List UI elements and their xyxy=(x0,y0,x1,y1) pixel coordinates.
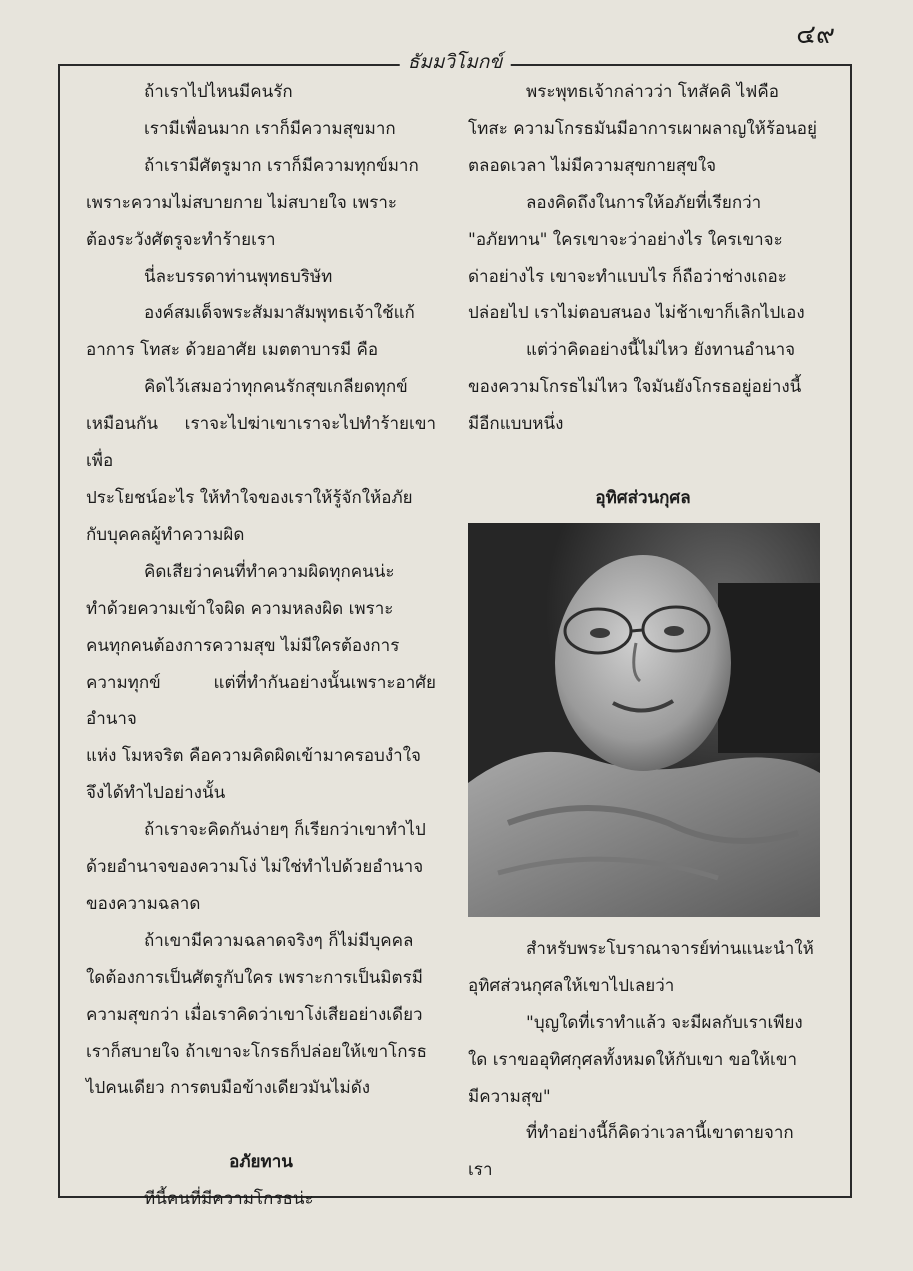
text-line: คิดไว้เสมอว่าทุกคนรักสุขเกลียดทุกข์ xyxy=(144,377,408,398)
text-line: ต้องระวังศัตรูจะทำร้ายเรา xyxy=(86,229,276,250)
left-column xyxy=(86,74,436,1218)
text-line: องค์สมเด็จพระสัมมาสัมพุทธเจ้าใช้แก้ xyxy=(144,303,415,324)
text-line: ตลอดเวลา ไม่มีความสุขกายสุขใจ xyxy=(468,155,717,176)
text-line: ที่ทำอย่างนี้ก็คิดว่าเวลานี้เขาตายจากเรา xyxy=(468,1123,794,1181)
text-line: ลองคิดถึงในการให้อภัยที่เรียกว่า xyxy=(526,192,762,213)
text-line: สำหรับพระโบราณาจารย์ท่านแนะนำให้ xyxy=(526,938,814,959)
text-line: "อภัยทาน" ใครเขาจะว่าอย่างไร ใครเขาจะ xyxy=(468,229,783,250)
text-line: "บุญใดที่เราทำแล้ว จะมีผลกับเราเพียง xyxy=(526,1012,803,1033)
section-heading: อุทิศส่วนกุศล xyxy=(595,487,691,508)
text-line: คิดเสียว่าคนที่ทำความผิดทุกคนน่ะ xyxy=(144,561,395,582)
text-line: ปล่อยไป เราไม่ตอบสนอง ไม่ช้าเขาก็เลิกไปเอง xyxy=(468,303,805,324)
text-line: อุทิศส่วนกุศลให้เขาไปเลยว่า xyxy=(468,975,675,996)
text-line: ใดต้องการเป็นศัตรูกับใคร เพราะการเป็นมิตรมี xyxy=(86,967,423,988)
text-line: เหมือนกัน เราจะไปฆ่าเขาเราจะไปทำร้ายเขาเพื่อ xyxy=(86,414,436,472)
page-frame xyxy=(58,51,852,1210)
text-line: อาการ โทสะ ด้วยอาศัย เมตตาบารมี คือ xyxy=(86,340,379,361)
text-line: ประโยชน์อะไร ให้ทำใจของเราให้รู้จักให้อภัย xyxy=(86,487,413,508)
text-line: เรามีเพื่อนมาก เราก็มีความสุขมาก xyxy=(144,118,396,139)
text-line: ถ้าเขามีความฉลาดจริงๆ ก็ไม่มีบุคคล xyxy=(144,930,414,951)
text-line: ด้วยอำนาจของความโง่ ไม่ใช่ทำไปด้วยอำนาจ xyxy=(86,857,424,878)
text-line: ด่าอย่างไร เขาจะทำแบบไร ก็ถือว่าช่างเถอะ xyxy=(468,266,787,287)
text-line: คนทุกคนต้องการความสุข ไม่มีใครต้องการ xyxy=(86,635,400,656)
text-line: ของความฉลาด xyxy=(86,893,201,914)
running-header: ธัมมวิโมกข์ xyxy=(400,47,511,77)
text-line: ความทุกข์ แต่ที่ทำกันอย่างนั้นเพราะอาศัยอำนาจ xyxy=(86,672,436,730)
text-line: กับบุคคลผู้ทำความผิด xyxy=(86,524,245,545)
text-line: ถ้าเรามีศัตรูมาก เราก็มีความทุกข์มาก xyxy=(144,155,419,176)
blank-line xyxy=(86,1107,436,1144)
monk-portrait-photo xyxy=(468,523,820,917)
page-number: ๔๙ xyxy=(796,20,835,50)
text-line: เพราะความไม่สบายกาย ไม่สบายใจ เพราะ xyxy=(86,192,398,213)
text-line: มีอีกแบบหนึ่ง xyxy=(468,414,564,435)
text-line: มีความสุข" xyxy=(468,1086,551,1107)
text-line: ความสุขกว่า เมื่อเราคิดว่าเขาโง่เสียอย่างเดียว xyxy=(86,1004,423,1025)
text-line: จึงได้ทำไปอย่างนั้น xyxy=(86,783,226,804)
text-line: ใด เราขออุทิศกุศลทั้งหมดให้กับเขา ขอให้เขา xyxy=(468,1049,798,1070)
text-line: เราก็สบายใจ ถ้าเขาจะโกรธก็ปล่อยให้เขาโกรธ xyxy=(86,1041,428,1062)
text-line: นี่ละบรรดาท่านพุทธบริษัท xyxy=(144,266,333,287)
text-line: ถ้าเราจะคิดกันง่ายๆ ก็เรียกว่าเขาทำไป xyxy=(144,820,426,841)
text-line: พระพุทธเจ้ากล่าวว่า โทสัคคิ ไฟคือ xyxy=(526,82,779,102)
text-line: ของความโกรธไม่ไหว ใจมันยังโกรธอยู่อย่างนี้ xyxy=(468,377,802,398)
text-line: ถ้าเราไปไหนมีคนรัก xyxy=(144,82,293,102)
text-line: โทสะ ความโกรธมันมีอาการเผาผลาญให้ร้อนอยู่ xyxy=(468,118,817,139)
text-line: ทีนี้คนที่มีความโกรธน่ะ xyxy=(144,1189,314,1210)
right-column xyxy=(468,74,818,1189)
text-line: ไปคนเดียว การตบมือข้างเดียวมันไม่ดัง xyxy=(86,1078,371,1099)
text-line: แต่ว่าคิดอย่างนี้ไม่ไหว ยังทานอำนาจ xyxy=(526,340,796,361)
text-line: แห่ง โมหจริต คือความคิดผิดเข้ามาครอบงำใจ xyxy=(86,746,421,767)
text-line: ทำด้วยความเข้าใจผิด ความหลงผิด เพราะ xyxy=(86,598,394,619)
blank-line xyxy=(468,443,818,480)
section-heading: อภัยทาน xyxy=(229,1152,293,1173)
